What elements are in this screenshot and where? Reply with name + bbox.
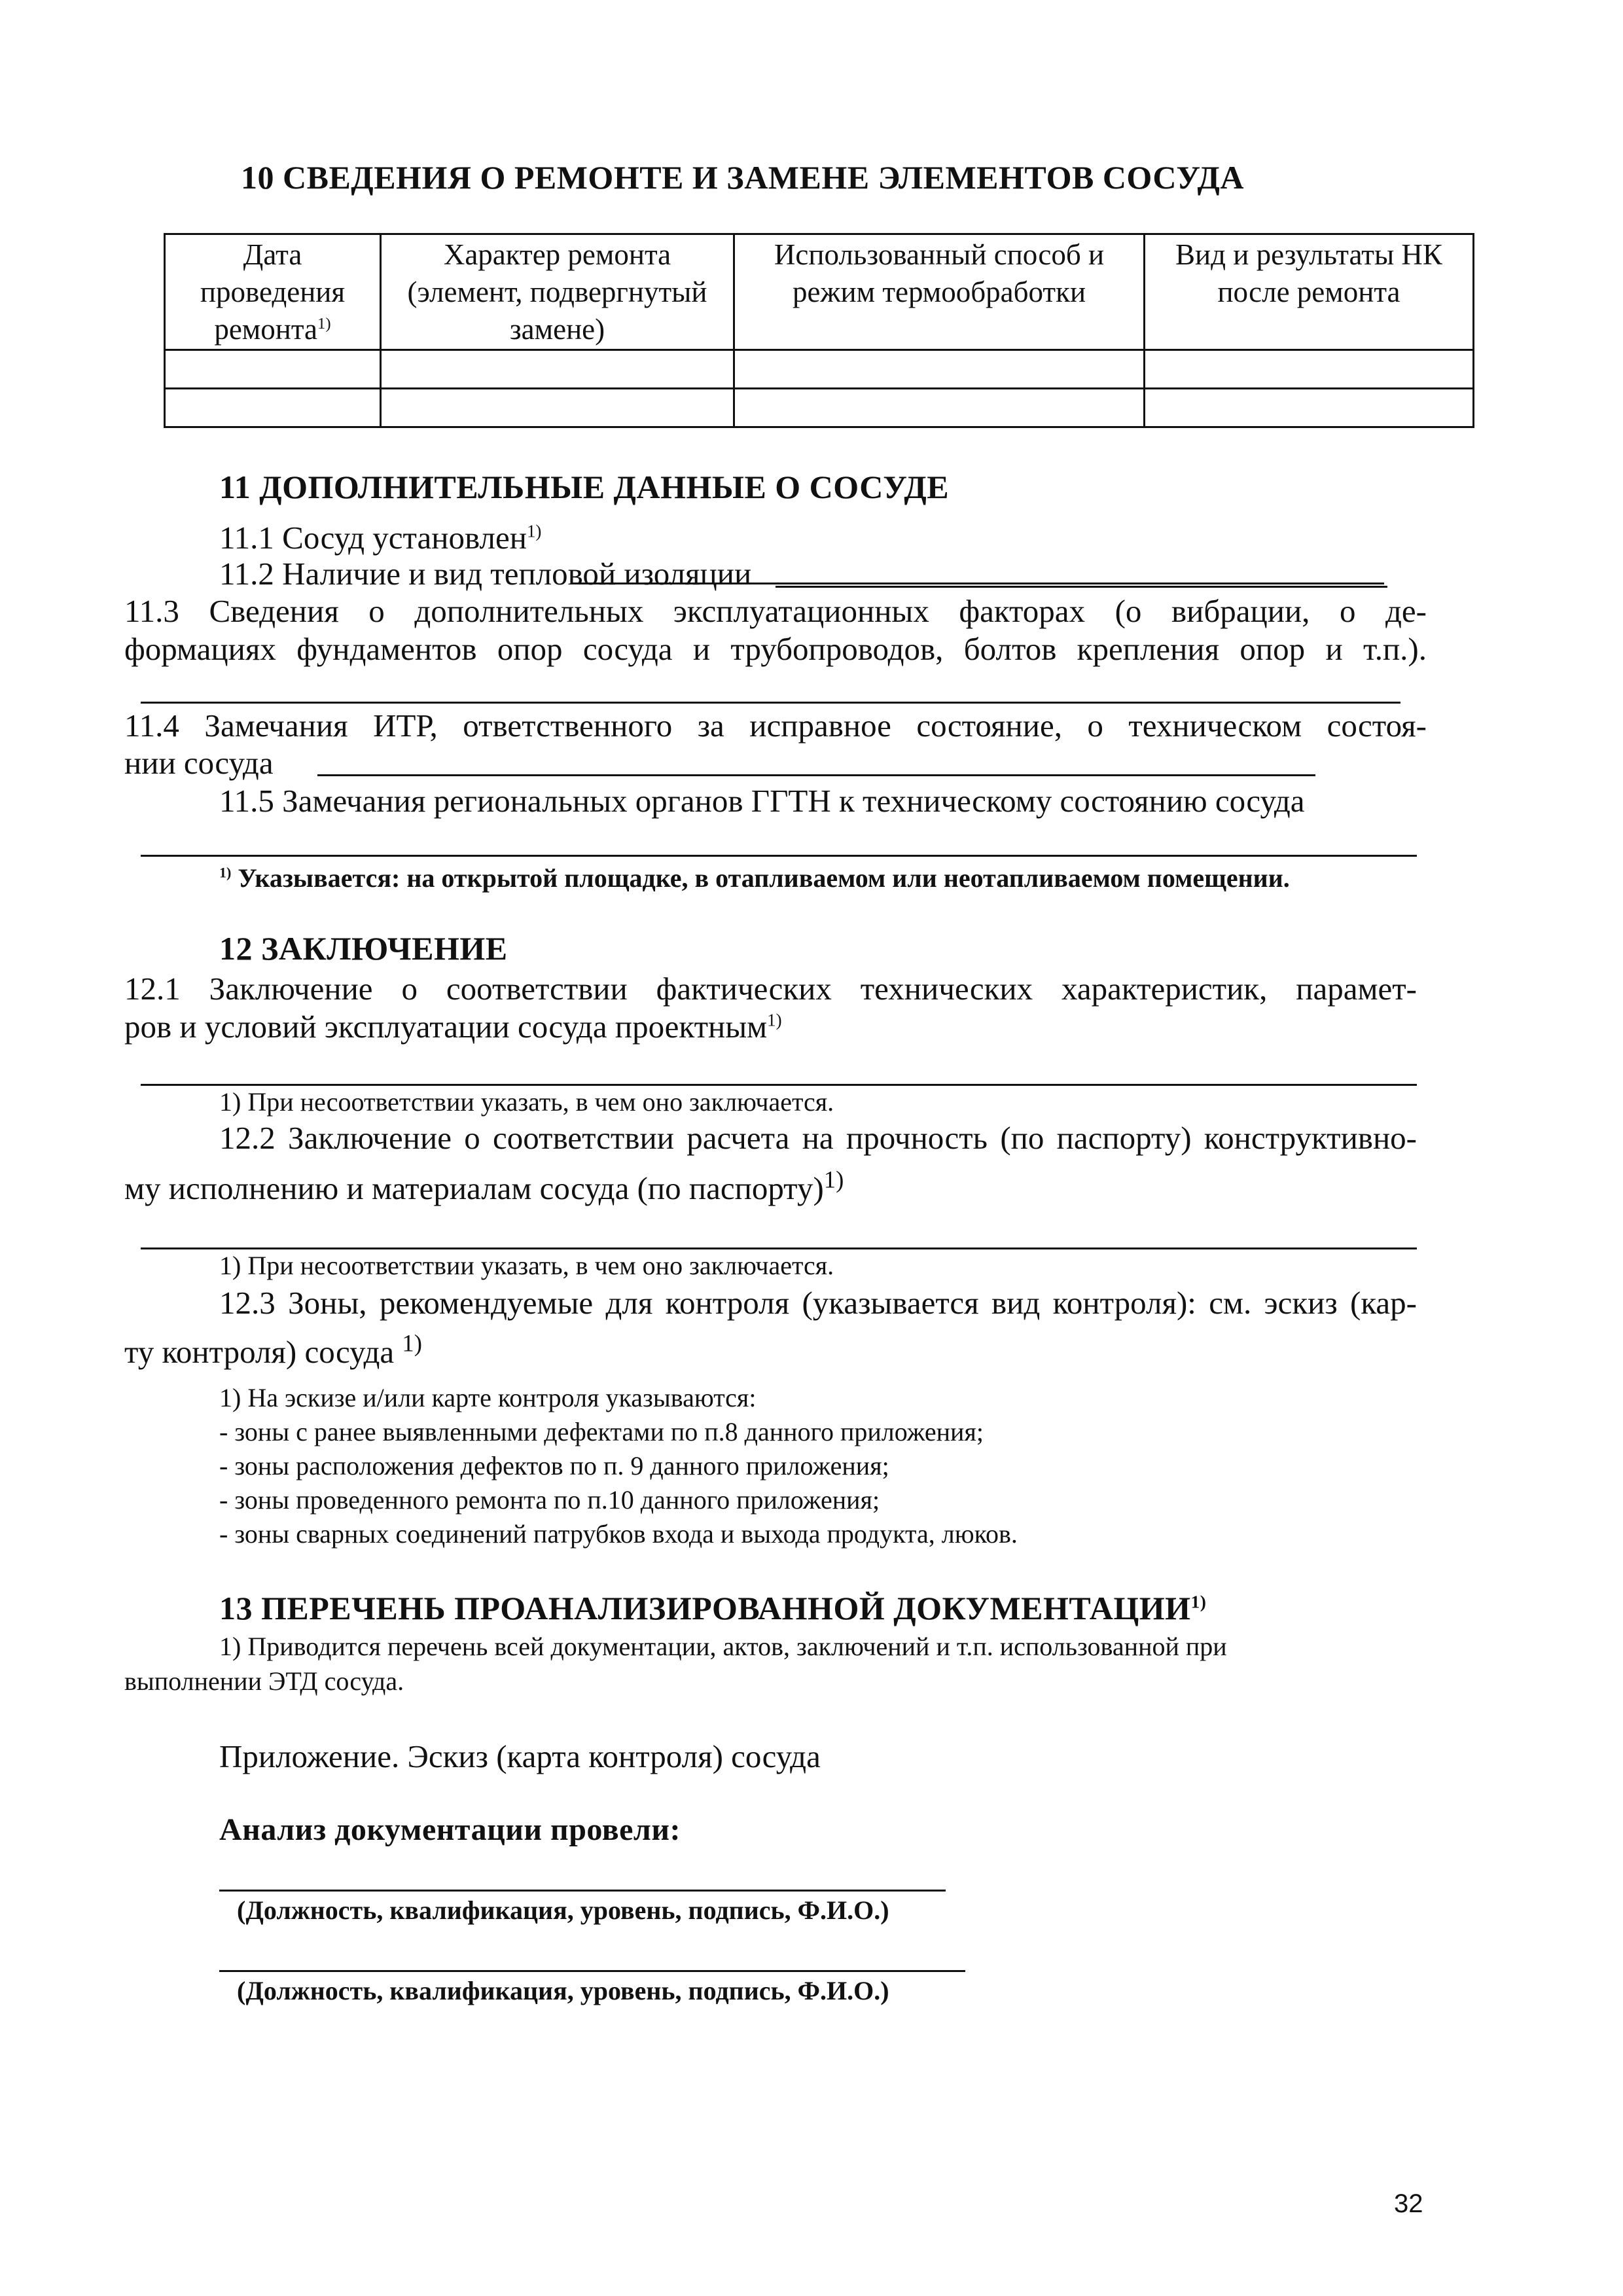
table-cell[interactable] <box>734 389 1145 427</box>
thermal-insulation-field[interactable] <box>776 553 1387 588</box>
item-11-2: 11.2 Наличие и вид тепловой изоляции <box>219 556 752 592</box>
section-11-title: 11 ДОПОЛНИТЕЛЬНЫЕ ДАННЫЕ О СОСУДЕ <box>219 469 950 505</box>
page-number: 32 <box>1394 2189 1423 2218</box>
table-cell[interactable] <box>1145 389 1474 427</box>
regional-authority-remarks-input[interactable] <box>141 818 1417 855</box>
section-12-title: 12 ЗАКЛЮЧЕНИЕ <box>219 930 508 967</box>
table-row <box>165 389 1474 427</box>
signature-field-2[interactable] <box>219 1931 965 1972</box>
item-11-3-line2: формациях фундаментов опор сосуда и трубопроводов, болтов крепления опор и т.п.). <box>124 631 1427 667</box>
item-12-2-line2: му исполнению и материалам сосуда (по паспорту)$^{1)}$ <box>124 1166 844 1206</box>
signature-caption-2: (Должность, квалификация, уровень, подпись, Ф.И.О.) <box>237 1976 889 2005</box>
footnote-11: $^{1)}$ Указывается: на открытой площадке, в отапливаемом или неотапливаемом помещении. <box>219 863 1290 893</box>
section-13-title: 13 ПЕРЕЧЕНЬ ПРОАНАЛИЗИРОВАННОЙ ДОКУМЕНТАЦИИ$^{1)}$ <box>219 1590 1207 1626</box>
signature-input-1[interactable] <box>219 1850 946 1890</box>
col-heat-treatment: Использованный способ и режим термообработки <box>734 234 1145 350</box>
table-cell[interactable] <box>1145 350 1474 389</box>
signature-caption-1: (Должность, квалификация, уровень, подпись, Ф.И.О.) <box>237 1895 889 1925</box>
item-12-3-line2: ту контроля) сосуда $^{1)}$ <box>124 1329 423 1370</box>
table-cell[interactable] <box>165 350 381 389</box>
design-compliance-field[interactable] <box>141 1047 1417 1086</box>
col-repair-date: Дата проведения ремонта$^{1)}$ <box>165 234 381 350</box>
note-13-line1: 1) Приводится перечень всей документации, актов, заключений и т.п. использованной при <box>219 1632 1227 1661</box>
appendix-line: Приложение. Эскиз (карта контроля) сосуда <box>219 1738 821 1774</box>
strength-calculation-input[interactable] <box>141 1211 1417 1247</box>
list-item: - зоны с ранее выявленными дефектами по п.8 данного приложения; <box>219 1417 984 1446</box>
repair-table <box>164 233 1474 428</box>
col-ndt-results: Вид и результаты НК после ремонта <box>1145 234 1474 350</box>
note-13-line2: выполнении ЭТД сосуда. <box>124 1666 404 1696</box>
operational-factors-input[interactable] <box>141 665 1400 702</box>
regional-authority-remarks-field[interactable] <box>141 818 1417 857</box>
list-item: - зоны проведенного ремонта по п.10 данного приложения; <box>219 1485 880 1515</box>
note-12-1: 1) При несоответствии указать, в чем оно заключается. <box>219 1087 834 1117</box>
item-11-4-line2: нии сосуда <box>124 745 274 781</box>
design-compliance-input[interactable] <box>141 1047 1417 1084</box>
table-cell[interactable] <box>381 389 734 427</box>
analysis-title: Анализ документации провели: <box>219 1812 681 1847</box>
item-12-2-line1: 12.2 Заключение о соответствии расчета на прочность (по паспорту) конструктивно- <box>219 1120 1417 1156</box>
signature-field-1[interactable] <box>219 1850 946 1892</box>
list-item: - зоны расположения дефектов по п. 9 данного приложения; <box>219 1451 889 1480</box>
technical-condition-remarks-input[interactable] <box>317 742 1315 774</box>
item-11-4-line1: 11.4 Замечания ИТР, ответственного за исправное состояние, о техническом состоя- <box>124 708 1427 744</box>
signature-input-2[interactable] <box>219 1931 965 1970</box>
note-12-3-title: 1) На эскизе и/или карте контроля указываются: <box>219 1383 757 1412</box>
item-11-3-line1: 11.3 Сведения о дополнительных эксплуатационных факторах (о вибрации, о де- <box>124 593 1427 629</box>
item-12-3-line1: 12.3 Зоны, рекомендуемые для контроля (указывается вид контроля): см. эскиз (кар- <box>219 1285 1417 1321</box>
note-12-2: 1) При несоответствии указать, в чем оно заключается. <box>219 1251 834 1280</box>
item-11-1: 11.1 Сосуд установлен$^{1)}$ <box>219 520 542 556</box>
item-11-5: 11.5 Замечания региональных органов ГГТН к техническому состоянию сосуда <box>219 783 1305 819</box>
operational-factors-field[interactable] <box>141 665 1400 704</box>
table-cell[interactable] <box>734 350 1145 389</box>
item-12-1-line2: ров и условий эксплуатации сосуда проектным$^{1)}$ <box>124 1009 782 1045</box>
strength-calculation-field[interactable] <box>141 1211 1417 1249</box>
col-repair-nature: Характер ремонта (элемент, подвергнутый замене) <box>381 234 734 350</box>
item-12-1-line1: 12.1 Заключение о соответствии фактических технических характеристик, парамет- <box>124 971 1417 1007</box>
table-cell[interactable] <box>165 389 381 427</box>
technical-condition-remarks-field[interactable] <box>317 742 1315 776</box>
table-row <box>165 350 1474 389</box>
list-item: - зоны сварных соединений патрубков входа и выхода продукта, люков. <box>219 1519 1018 1549</box>
section-10-title: 10 СВЕДЕНИЯ О РЕМОНТЕ И ЗАМЕНЕ ЭЛЕМЕНТОВ СОСУДА <box>241 159 1245 196</box>
thermal-insulation-input[interactable] <box>776 553 1387 586</box>
repair-table-header <box>165 234 1474 350</box>
table-cell[interactable] <box>381 350 734 389</box>
